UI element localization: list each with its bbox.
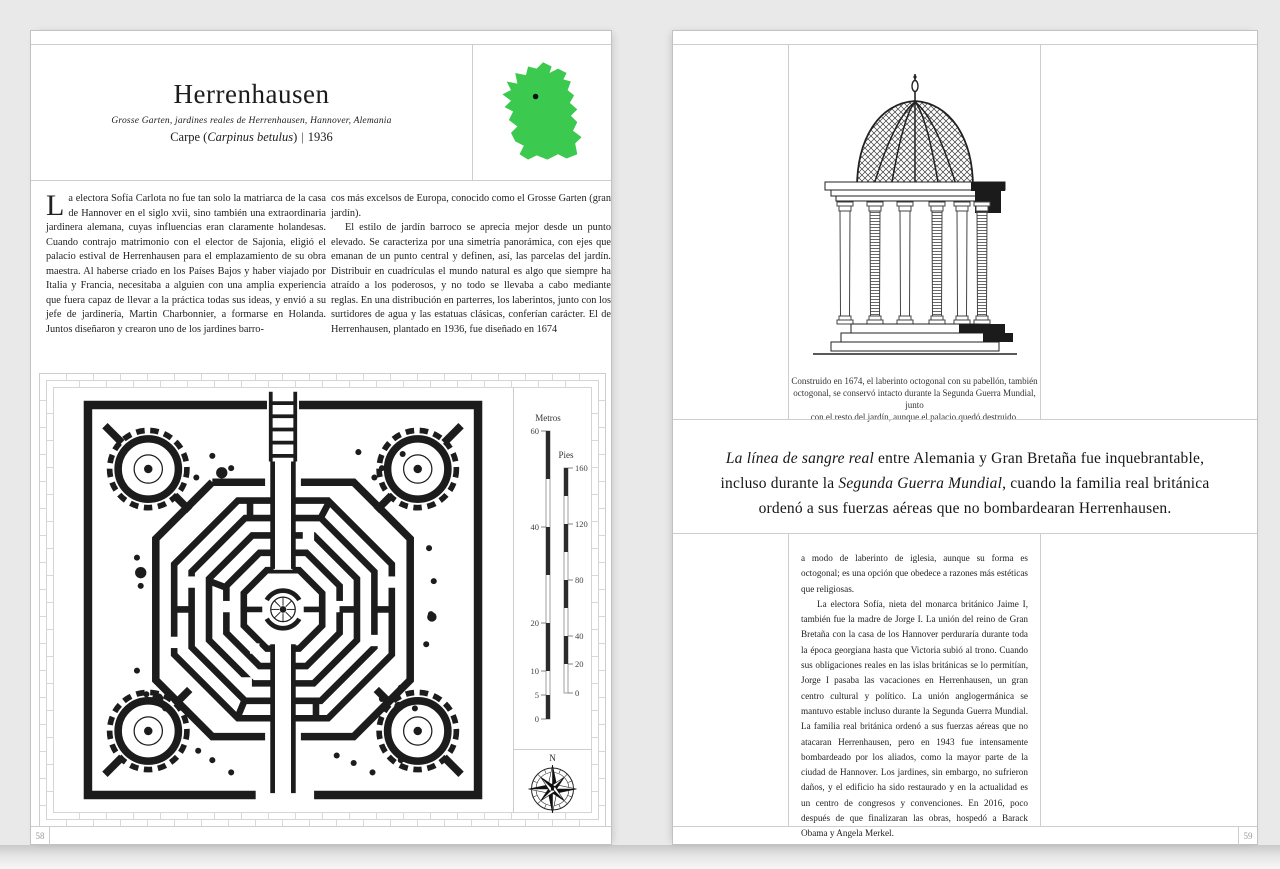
meters-tick-labels [531,426,540,724]
garden-subtitle: Grosse Garten, jardines reales de Herrenhausen, Hannover, Alemania [111,116,392,126]
caption-line: octogonal, se conservó intacto durante la Segunda Guerra Mundial, junto [793,388,1036,410]
tick-label: 120 [575,519,588,529]
caption-line: con el resto del jardín, aunque el palacio quedó destruido. [810,412,1019,422]
illustration-caption [789,375,1040,423]
tick-label: 0 [575,688,580,698]
divider-bar: | [301,130,304,144]
page-number: 58 [35,831,45,841]
feet-label: Pies [558,450,574,460]
scale-bars [513,387,592,749]
feet-tick-labels [575,463,588,698]
tick-label: 40 [575,631,584,641]
text-column-1 [46,189,326,371]
left-page [30,30,612,845]
page-top-strip [673,31,1257,45]
tick-label: 40 [530,522,539,532]
tick-label: 0 [534,714,539,724]
location-map-cell [472,44,611,180]
compass-rose [513,749,592,813]
quote-text: entre Alemania y Gran Bretaña fue inquebrantable, [873,450,1205,467]
title-block [31,44,472,180]
page-title: Herrenhausen [173,79,330,109]
page-top-strip [31,31,611,45]
quote-italic: La línea de sangre real [725,450,874,467]
species-latin: Carpinus betulus [207,130,294,144]
pavilion-cell [788,44,1041,422]
chapter-header [31,44,611,181]
hannover-marker [533,94,539,100]
tick-label: 160 [575,463,588,473]
meters-label: Metros [535,413,561,423]
page-number-box [31,827,50,845]
species-prefix: Carpe ( [170,130,208,144]
page-number-box [1238,827,1257,845]
tick-label: 20 [530,618,539,628]
text-column-2 [331,192,611,371]
maze-plan-sheet [39,373,606,827]
maze-entrance-ladder [271,392,295,462]
pavilion-illustration [805,70,1025,362]
drop-cap: L [46,189,65,222]
species-line [170,130,333,145]
quote-text: , cuando la familia real británica [1002,475,1210,492]
quote-line [673,446,1257,471]
quote-line [673,471,1257,496]
columns [837,202,990,324]
page-bottom-shadow [0,845,1280,869]
tick-label: 20 [575,659,584,669]
right-page-footer [673,826,1257,845]
tick-label: 80 [575,575,584,585]
right-page [672,30,1258,845]
north-label: N [549,753,556,763]
body-paragraph [46,189,326,337]
pull-quote [673,419,1257,534]
pavilion-section [673,44,1257,422]
quote-text: incluso durante la [720,475,839,492]
body-paragraph: La electora Sofía, nieta del monarca británico Jaime I, también fue la madre de Jorge I. La unión del reino de Gran Bretaña con la casa de los Hannover perduraría durante toda la época georgiana hasta que Victoria subió al trono. Cuando sus obligaciones reales en las islas británicas se lo permitían, Jorge I pasaba las vacaciones en Herrenhausen, un gran centro cultural y político. La unión anglogermánica se mantuvo estable incluso durante la Segunda Guerra Mundial. La familia real británica ordenó a sus fuerzas aéreas que no atacaran Herrenhausen, pero en 1943 fue intensamente bombardeado por los aliados, como la mayor parte de la ciudad de Hannover. Los jardines, sin embargo, no sufrieron daños, y el edificio ha sido restaurado y en la actualidad es un centro de congresos y convenciones. En 2016, poco después de que finalizaran las obras, hospedó a Barack Obama y Angela Merkel. [801,598,1028,839]
species-year: 1936 [307,130,333,144]
tick-label: 5 [534,690,539,700]
species-close: ) [293,130,298,144]
left-page-footer [31,826,611,845]
maze-plan [71,388,495,812]
germany-silhouette [502,62,581,159]
quote-italic: Segunda Guerra Mundial [838,475,1003,492]
tick-label: 10 [530,666,539,676]
body-paragraph: cos más excelsos de Europa, conocido como el Grosse Garten (gran jardín). [331,193,611,219]
paragraph-text: a electora Sofía Carlota no fue tan solo la matriarca de la casa de Hannover en el siglo xvii, sino también una extraordinaria jardinera alemana, cuyas influencias eran claramente holandesas. Cuando contrajo matrimonio con el elector de Sajonia, eligió el palacio estival de Herrenhausen para el emplazamiento de su obra maestra. Al haberse criado en los Países Bajos y haber viajado por Italia y Francia, necesitaba a alguien con una amplia experiencia que fuera capaz de llevar a la práctica todas sus ideas, y envió a su jefe de jardinería, Martin Charbonnier, a formarse en Holanda. Juntos diseñaron y crearon uno de los jardines barro- [46,193,326,335]
page-number: 59 [1243,831,1253,841]
germany-map [496,58,588,166]
quote-line: ordenó a sus fuerzas aéreas que no bombardearan Herrenhausen. [758,500,1172,517]
body-paragraph: El estilo de jardín barroco se aprecia mejor desde un punto elevado. Se caracteriza por una simetría panorámica, con ejes que emanan de un punto central y definen, así, las parcelas del jardín. Distribuir en cuadrículas el mundo natural es algo que siempre ha atraído a los poderosos, y no todo se llevaba a cabo mediante reglas. En una distribución en parterres, los laberintos, junto con los surtidores de agua y las estatuas clásicas, conferían carácter. El de Herrenhausen, plantado en 1936, fue diseñado en 1674 [331,222,611,335]
maze-center-motif [241,591,326,629]
caption-line: Construido en 1674, el laberinto octogonal con su pabellón, también [791,376,1038,386]
right-body-column [788,534,1041,839]
body-paragraph: a modo de laberinto de iglesia, aunque su forma es octogonal; es una opción que obedece a razones más estéticas que religiosas. [801,553,1028,594]
body-text-columns [31,183,611,371]
tick-label: 60 [530,426,539,436]
